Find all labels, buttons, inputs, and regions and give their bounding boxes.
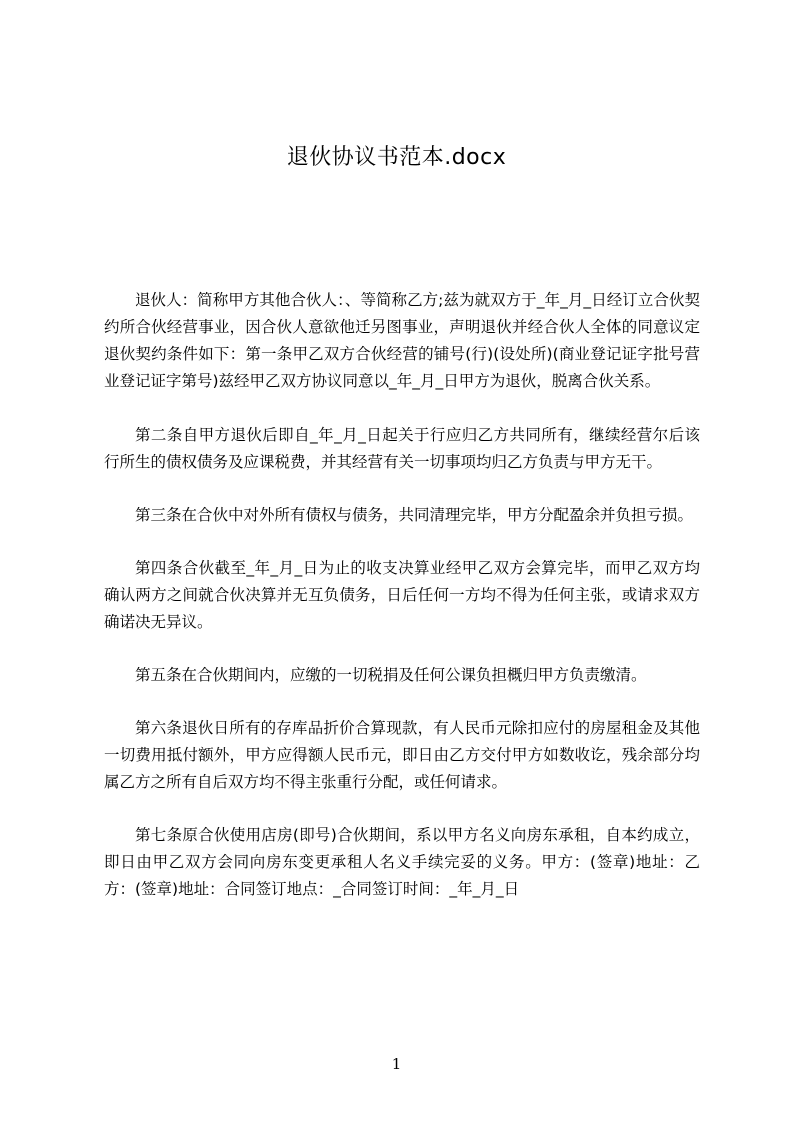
document-body: [104, 287, 700, 903]
document-title: 退伙协议书范本.docx: [286, 145, 507, 170]
paragraph-article-7: 第七条原合伙使用店房(即号)合伙期间，系以甲方名义向房东承租，自本约成立，即日由甲乙双方会同向房东变更承租人名义手续完妥的义务。甲方：(签章)地址：乙方：(签章)地址：合同签订地点：_合同签订时间：_年_月_日: [104, 826, 700, 898]
paragraph-article-5: 第五条在合伙期间内，应缴的一切税捐及任何公课负担概归甲方负责缴清。: [135, 666, 647, 684]
paragraph-article-3: 第三条在合伙中对外所有债权与债务，共同清理完毕，甲方分配盈余并负担亏损。: [135, 506, 694, 524]
paragraph-article-6: 第六条退伙日所有的存库品折价合算现款，有人民币元除扣应付的房屋租金及其他一切费用抵付额外，甲方应得额人民币元，即日由乙方交付甲方如数收讫，残余部分均属乙方之所有自后双方均不得主张重行分配，或任何请求。: [104, 719, 700, 791]
paragraph-article-2: 第二条自甲方退伙后即自_年_月_日起关于行应归乙方共同所有，继续经营尔后该行所生的债权债务及应课税费，并其经营有关一切事项均归乙方负责与甲方无干。: [104, 426, 700, 471]
paragraph-preamble: 退伙人：简称甲方其他合伙人：、等简称乙方;兹为就双方于_年_月_日经订立合伙契约所合伙经营事业，因合伙人意欲他迁另图事业，声明退伙并经合伙人全体的同意议定退伙契约条件如下：第一条甲乙双方合伙经营的铺号(行)(设处所)(商业登记证字批号营业登记证字第号)兹经甲乙双方协议同意以_年_月_日甲方为退伙，脱离合伙关系。: [104, 291, 700, 390]
paragraph-article-4: 第四条合伙截至_年_月_日为止的收支决算业经甲乙双方会算完毕，而甲乙双方均确认两方之间就合伙决算并无互负债务，日后任何一方均不得为任何主张，或请求双方确诺决无异议。: [104, 559, 700, 631]
page-number: 1: [391, 1055, 402, 1073]
